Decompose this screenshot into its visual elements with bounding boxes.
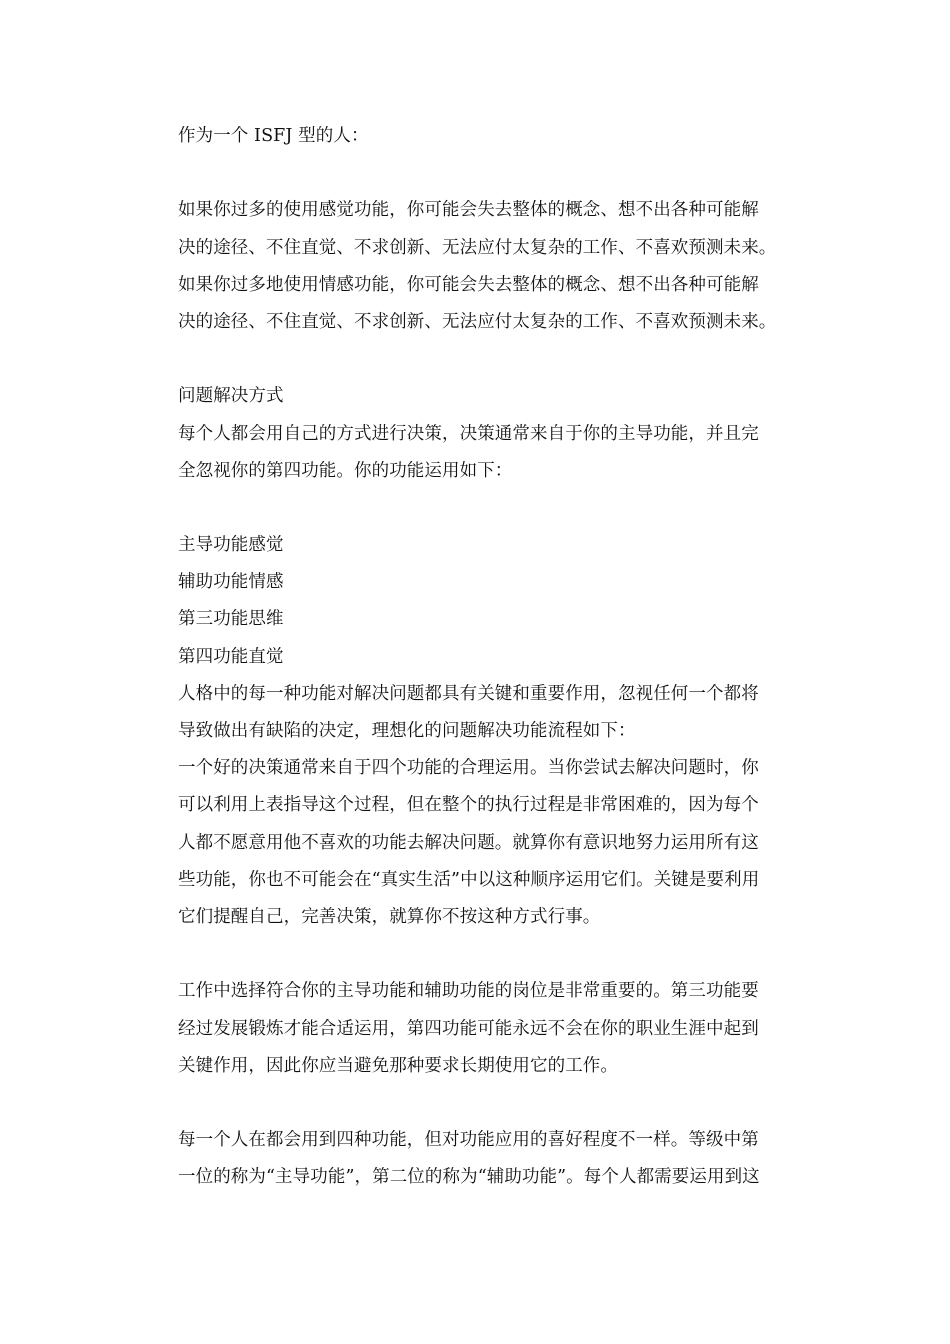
text-line: 主导功能感觉 — [178, 535, 284, 556]
text-line: 人格中的每一种功能对解决问题都具有关键和重要作用，忽视任何一个都将 — [178, 683, 759, 704]
text-line: 可以利用上表指导这个过程，但在整个的执行过程是非常困难的，因为每个 — [178, 795, 759, 816]
blank-line — [178, 155, 810, 192]
text-line: 问题解决方式 — [178, 386, 284, 407]
text-line: 如果你过多的使用感觉功能，你可能会失去整体的概念、想不出各种可能解 — [178, 200, 759, 221]
text-line: 决的途径、不住直觉、不求创新、无法应付太复杂的工作、不喜欢预测未来。 — [178, 237, 777, 258]
text-line: 每个人都会用自己的方式进行决策，决策通常来自于你的主导功能，并且完 — [178, 423, 759, 444]
text-line: 工作中选择符合你的主导功能和辅助功能的岗位是非常重要的。第三功能要 — [178, 981, 759, 1002]
text-line: 全忽视你的第四功能。你的功能运用如下： — [178, 460, 513, 481]
text-line: 一位的称为“主导功能”，第二位的称为“辅助功能”。每个人都需要运用到这 — [178, 1167, 760, 1188]
text-line: 导致做出有缺陷的决定，理想化的问题解决功能流程如下： — [178, 721, 636, 741]
text-line: 辅助功能情感 — [178, 572, 284, 593]
document-body — [178, 118, 810, 1196]
text-line: 作为一个 ISFJ 型的人： — [178, 126, 369, 146]
text-line: 些功能，你也不可能会在“真实生活”中以这种顺序运用它们。关键是要利用 — [178, 869, 760, 890]
text-line: 如果你过多地使用情感功能，你可能会失去整体的概念、想不出各种可能解 — [178, 274, 759, 295]
text-line: 经过发展锻炼才能合适运用，第四功能可能永远不会在你的职业生涯中起到 — [178, 1018, 759, 1039]
blank-line — [178, 936, 810, 973]
blank-line — [178, 490, 810, 527]
blank-line — [178, 1085, 810, 1122]
text-line: 决的途径、不住直觉、不求创新、无法应付太复杂的工作、不喜欢预测未来。 — [178, 311, 777, 332]
text-line: 第四功能直觉 — [178, 646, 284, 667]
text-line: 每一个人在都会用到四种功能，但对功能应用的喜好程度不一样。等级中第 — [178, 1130, 759, 1151]
text-line: 关键作用，因此你应当避免那种要求长期使用它的工作。 — [178, 1055, 618, 1076]
text-line: 人都不愿意用他不喜欢的功能去解决问题。就算你有意识地努力运用所有这 — [178, 832, 759, 853]
text-line: 第三功能思维 — [178, 609, 284, 630]
text-line: 它们提醒自己，完善决策，就算你不按这种方式行事。 — [178, 906, 601, 927]
blank-line — [178, 341, 810, 378]
text-line: 一个好的决策通常来自于四个功能的合理运用。当你尝试去解决问题时，你 — [178, 758, 759, 779]
